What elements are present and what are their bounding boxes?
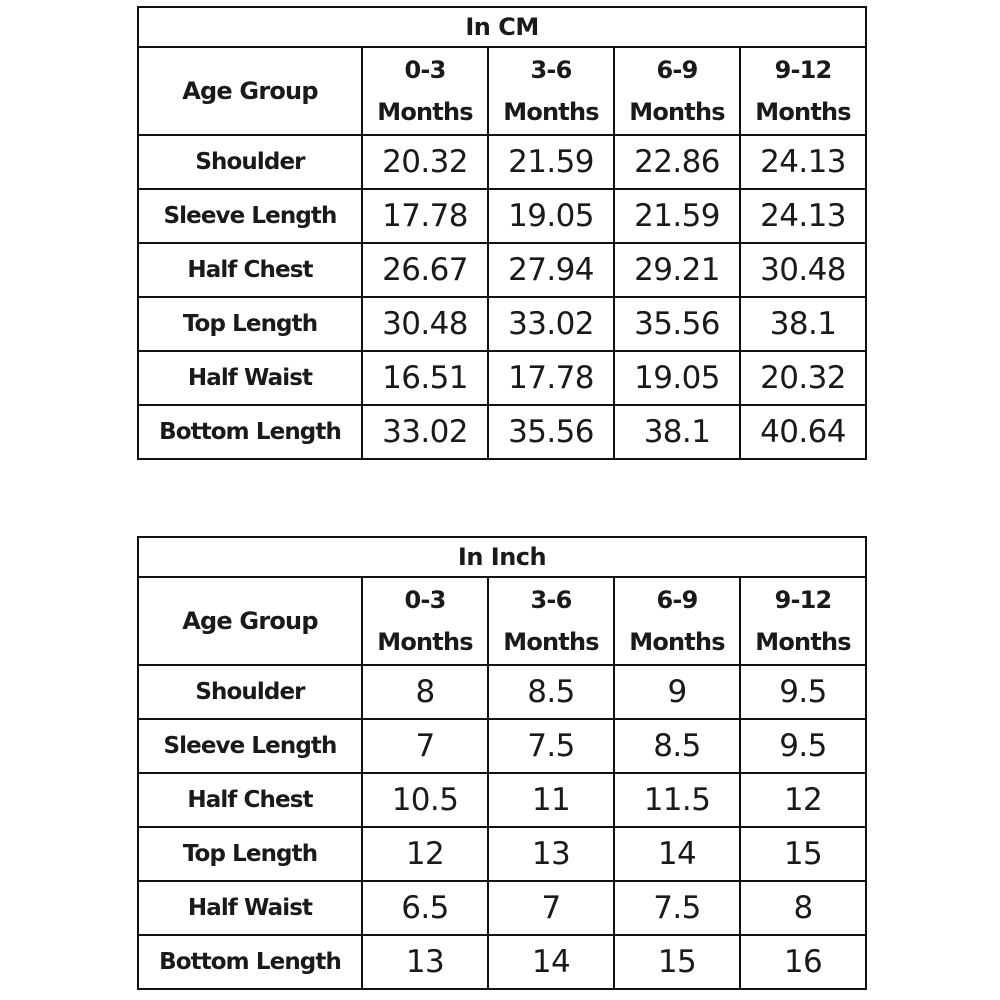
column-range: 6-9: [656, 586, 698, 614]
measurement-cell: 20.32: [740, 351, 866, 405]
measurement-cell: 30.48: [362, 297, 488, 351]
measurement-cell: 12: [362, 827, 488, 881]
column-unit: Months: [755, 628, 851, 656]
column-range: 3-6: [530, 586, 572, 614]
measurement-cell: 16: [740, 935, 866, 989]
table-title: In Inch: [138, 537, 866, 577]
measurement-cell: 15: [614, 935, 740, 989]
column-unit: Months: [377, 98, 473, 126]
table-row: [138, 665, 866, 719]
measurement-cell: 38.1: [740, 297, 866, 351]
table-row: [138, 135, 866, 189]
column-header: [740, 577, 866, 665]
row-label: Bottom Length: [138, 405, 362, 459]
measurement-cell: 11.5: [614, 773, 740, 827]
row-label: Top Length: [138, 297, 362, 351]
table-row: [138, 243, 866, 297]
measurement-cell: 9.5: [740, 719, 866, 773]
row-label: Half Chest: [138, 773, 362, 827]
column-unit: Months: [503, 628, 599, 656]
size-table-cm: [137, 6, 867, 460]
table-row: [138, 935, 866, 989]
column-range: 3-6: [530, 56, 572, 84]
measurement-cell: 7: [488, 881, 614, 935]
measurement-cell: 40.64: [740, 405, 866, 459]
row-label: Half Chest: [138, 243, 362, 297]
row-label: Sleeve Length: [138, 719, 362, 773]
measurement-cell: 26.67: [362, 243, 488, 297]
column-range: 0-3: [404, 586, 446, 614]
table-row: [138, 351, 866, 405]
measurement-cell: 27.94: [488, 243, 614, 297]
measurement-cell: 9.5: [740, 665, 866, 719]
column-header: [614, 47, 740, 135]
column-header: [488, 577, 614, 665]
table-title: In CM: [138, 7, 866, 47]
measurement-cell: 35.56: [614, 297, 740, 351]
title-row: [138, 7, 866, 47]
measurement-cell: 19.05: [614, 351, 740, 405]
header-row: [138, 577, 866, 665]
measurement-cell: 7.5: [614, 881, 740, 935]
measurement-cell: 21.59: [488, 135, 614, 189]
measurement-cell: 35.56: [488, 405, 614, 459]
measurement-cell: 20.32: [362, 135, 488, 189]
measurement-cell: 33.02: [488, 297, 614, 351]
measurement-cell: 8: [740, 881, 866, 935]
column-range: 9-12: [774, 586, 832, 614]
measurement-cell: 8: [362, 665, 488, 719]
row-label: Bottom Length: [138, 935, 362, 989]
measurement-cell: 12: [740, 773, 866, 827]
row-label: Half Waist: [138, 351, 362, 405]
measurement-cell: 14: [614, 827, 740, 881]
measurement-cell: 7.5: [488, 719, 614, 773]
column-unit: Months: [629, 628, 725, 656]
measurement-cell: 33.02: [362, 405, 488, 459]
table-row: [138, 773, 866, 827]
measurement-cell: 11: [488, 773, 614, 827]
measurement-cell: 7: [362, 719, 488, 773]
measurement-cell: 15: [740, 827, 866, 881]
measurement-cell: 13: [488, 827, 614, 881]
title-row: [138, 537, 866, 577]
measurement-cell: 29.21: [614, 243, 740, 297]
row-label: Shoulder: [138, 665, 362, 719]
header-row: [138, 47, 866, 135]
measurement-cell: 24.13: [740, 135, 866, 189]
column-range: 9-12: [774, 56, 832, 84]
column-unit: Months: [503, 98, 599, 126]
measurement-cell: 9: [614, 665, 740, 719]
column-range: 6-9: [656, 56, 698, 84]
column-unit: Months: [629, 98, 725, 126]
measurement-cell: 16.51: [362, 351, 488, 405]
table-row: [138, 189, 866, 243]
measurement-cell: 21.59: [614, 189, 740, 243]
table-row: [138, 881, 866, 935]
measurement-cell: 17.78: [362, 189, 488, 243]
age-group-header: Age Group: [138, 47, 362, 135]
row-label: Top Length: [138, 827, 362, 881]
row-label: Shoulder: [138, 135, 362, 189]
table-row: [138, 719, 866, 773]
column-header: [614, 577, 740, 665]
measurement-cell: 22.86: [614, 135, 740, 189]
column-header: [740, 47, 866, 135]
measurement-cell: 38.1: [614, 405, 740, 459]
column-header: [362, 577, 488, 665]
measurement-cell: 10.5: [362, 773, 488, 827]
row-label: Sleeve Length: [138, 189, 362, 243]
measurement-cell: 13: [362, 935, 488, 989]
measurement-cell: 24.13: [740, 189, 866, 243]
measurement-cell: 8.5: [614, 719, 740, 773]
row-label: Half Waist: [138, 881, 362, 935]
column-unit: Months: [755, 98, 851, 126]
table-row: [138, 405, 866, 459]
measurement-cell: 8.5: [488, 665, 614, 719]
table-row: [138, 827, 866, 881]
measurement-cell: 30.48: [740, 243, 866, 297]
column-header: [362, 47, 488, 135]
column-range: 0-3: [404, 56, 446, 84]
measurement-cell: 6.5: [362, 881, 488, 935]
measurement-cell: 14: [488, 935, 614, 989]
column-unit: Months: [377, 628, 473, 656]
measurement-cell: 19.05: [488, 189, 614, 243]
measurement-cell: 17.78: [488, 351, 614, 405]
table-row: [138, 297, 866, 351]
column-header: [488, 47, 614, 135]
size-table-inch: [137, 536, 867, 990]
age-group-header: Age Group: [138, 577, 362, 665]
